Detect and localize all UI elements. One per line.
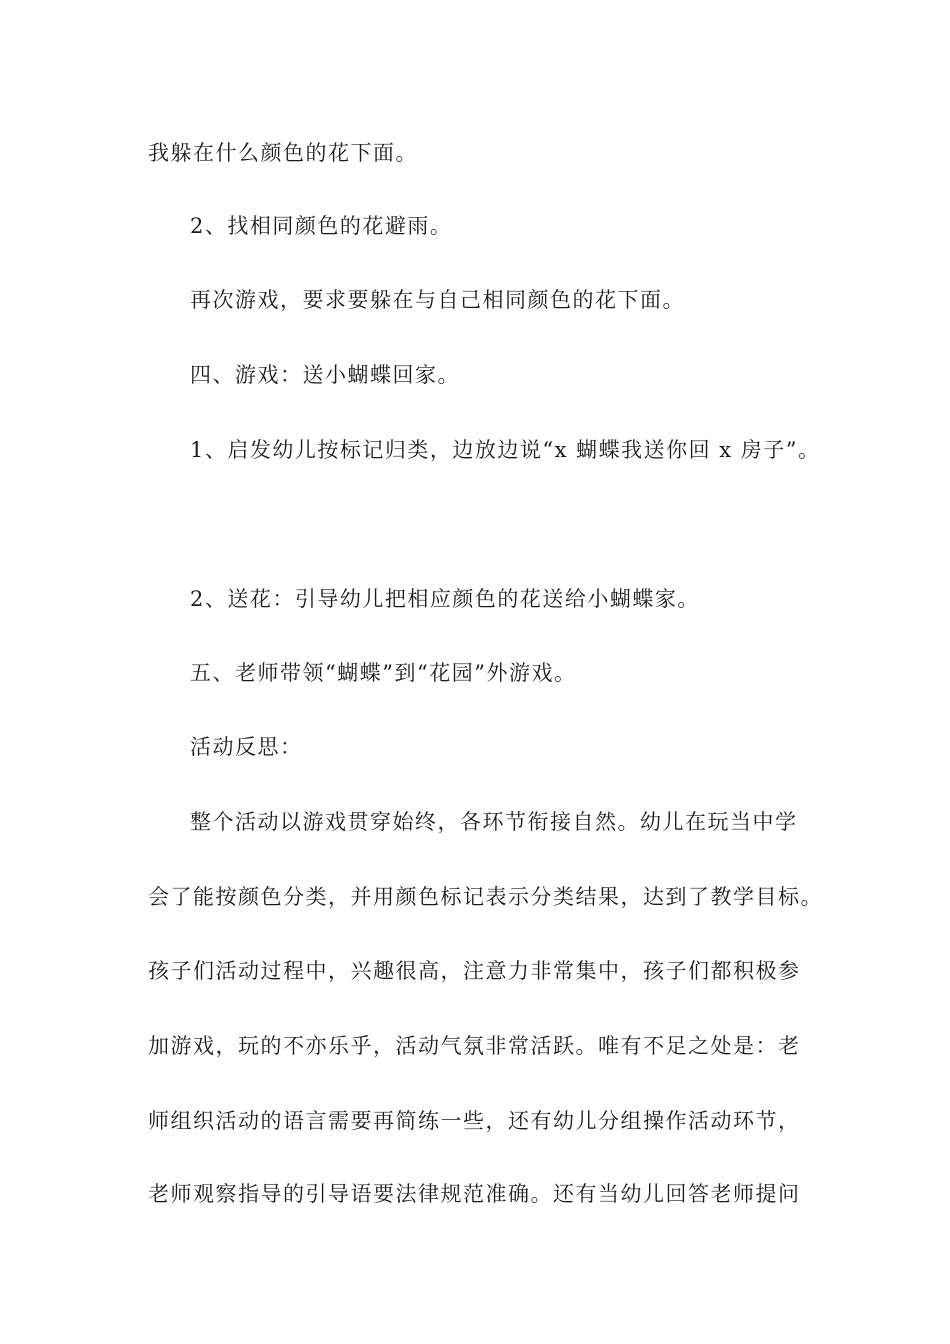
paragraph-line: 师组织活动的语言需要再简练一些，还有幼儿分组操作活动环节， (148, 1109, 801, 1133)
section-heading: 活动反思： (190, 735, 303, 759)
paragraph-line: 老师观察指导的引导语要法律规范准确。还有当幼儿回答老师提问 (148, 1182, 801, 1206)
paragraph-line: 再次游戏，要求要躲在与自己相同颜色的花下面。 (190, 288, 685, 312)
paragraph-line: 整个活动以游戏贯穿始终，各环节衔接自然。幼儿在玩当中学 (190, 810, 798, 834)
paragraph-line: 孩子们活动过程中，兴趣很高，注意力非常集中，孩子们都积极参 (148, 959, 801, 983)
paragraph-line: 1、启发幼儿按标记归类，边放边说“x 蝴蝶我送你回 x 房子”。 (190, 438, 821, 462)
paragraph-line: 2、找相同颜色的花避雨。 (190, 214, 453, 238)
paragraph-line: 加游戏，玩的不亦乐乎，活动气氛非常活跃。唯有不足之处是：老 (148, 1034, 801, 1058)
section-heading: 五、老师带领“蝴蝶”到“花园”外游戏。 (190, 661, 577, 685)
paragraph-line: 2、送花：引导幼儿把相应颜色的花送给小蝴蝶家。 (190, 587, 700, 611)
paragraph-line: 会了能按颜色分类，并用颜色标记表示分类结果，达到了教学目标。 (148, 885, 823, 909)
paragraph-line: 我躲在什么颜色的花下面。 (148, 141, 418, 165)
section-heading: 四、游戏：送小蝴蝶回家。 (190, 363, 460, 387)
